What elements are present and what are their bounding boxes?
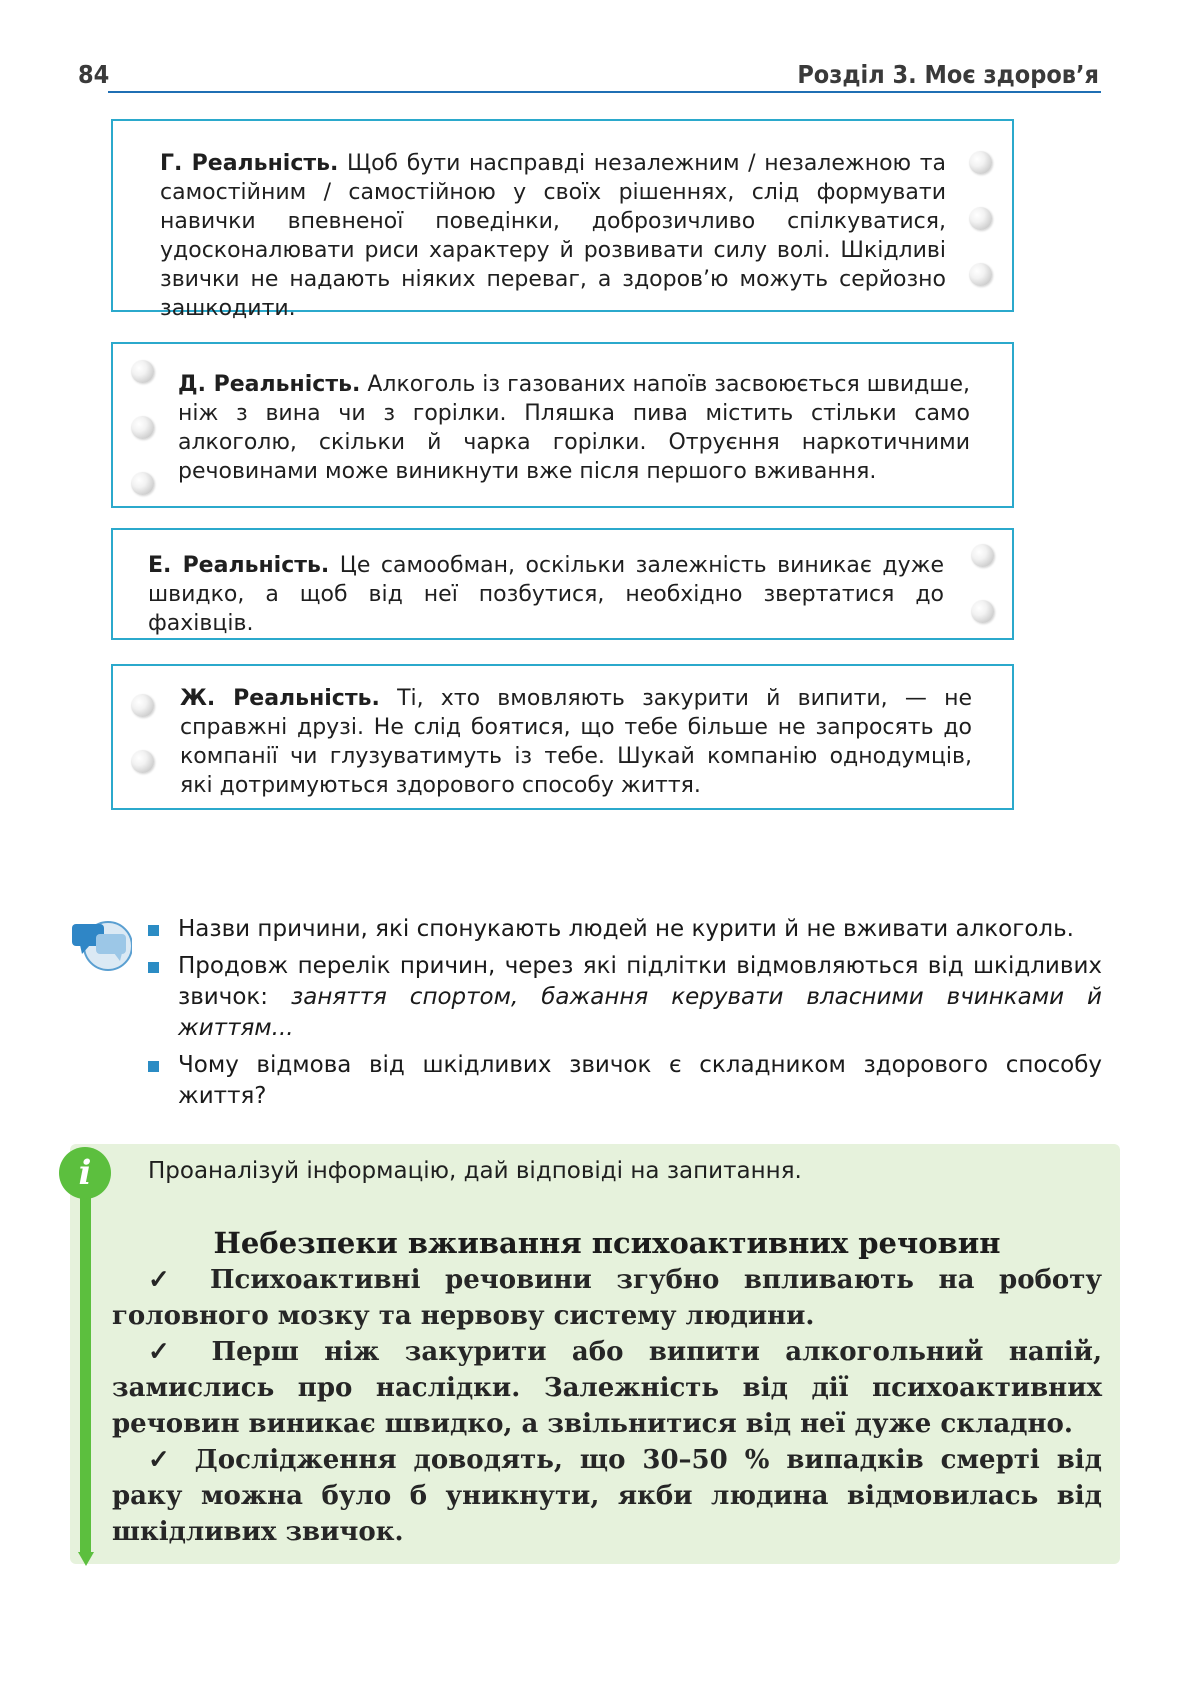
decorative-dot-icon (971, 544, 994, 567)
fact-label: Е. Реальність. (148, 553, 330, 578)
decorative-dot-icon (969, 263, 992, 286)
page-number: 84 (78, 60, 110, 89)
info-paragraph: ✓ Психоактивні речовини згубно впливають на роботу головного мозку та нервову систему людини. (112, 1265, 1102, 1331)
info-paragraph: ✓ Перш ніж закурити або випити алкогольний напій, замислись про наслідки. Залежність від дії психоактивних речовин виникає швидко, а звільнитися від неї дуже складно. (112, 1337, 1102, 1439)
question-text: Продовж перелік причин, через які підлітки відмовляються від шкідливих звичок: (178, 953, 1102, 1010)
speech-bubbles-icon (70, 918, 132, 974)
decorative-dot-icon (971, 600, 994, 623)
section-title: Розділ 3. Моє здоров’я (797, 60, 1099, 89)
fact-body: Ті, хто вмовляють закурити й випити, — не справжні друзі. Не слід боятися, що тебе більше не запросять до компанії чи глузуватимуть із тебе. Шукай компанію однодумців, які дотримуються здорового способу життя. (180, 686, 972, 798)
info-body (112, 1262, 1102, 1550)
fact-label: Г. Реальність. (160, 151, 339, 176)
decorative-dot-icon (969, 207, 992, 230)
list-item (148, 951, 1102, 1044)
fact-text (180, 684, 972, 800)
info-icon: i (59, 1147, 111, 1199)
decorative-dot-icon (131, 416, 154, 439)
fact-box-zh (111, 664, 1014, 810)
fact-body: Щоб бути насправді незалежним / незалежною та самостійним / самостійною у своїх рішеннях, слід формувати навички впевненої поведінки, доброзичливо спілкуватися, удосконалювати риси характеру й розвивати силу волі. Шкідливі звички не надають ніяких переваг, а здоров’ю можуть серйозно зашкодити. (160, 151, 946, 321)
fact-text (160, 149, 946, 323)
decorative-dot-icon (131, 360, 154, 383)
decorative-dot-icon (131, 472, 154, 495)
info-bar (80, 1176, 91, 1554)
fact-label: Ж. Реальність. (180, 686, 380, 711)
bullet-square-icon (148, 1061, 159, 1072)
question-list (148, 914, 1102, 1118)
fact-label: Д. Реальність. (178, 372, 361, 397)
decorative-dot-icon (131, 750, 154, 773)
fact-text (178, 370, 970, 486)
header-rule (108, 91, 1101, 93)
fact-box-d (111, 342, 1014, 508)
info-heading: Небезпеки вживання психоактивних речовин (213, 1226, 1001, 1260)
question-text: Назви причини, які спонукають людей не курити й не вживати алкоголь. (178, 916, 1074, 942)
decorative-dot-icon (131, 694, 154, 717)
list-item (148, 1050, 1102, 1112)
fact-body: Це самообман, оскільки залежність виникає дуже швидко, а щоб від неї позбутися, необхідно звертатися до фахівців. (148, 553, 944, 636)
fact-text (148, 551, 944, 638)
fact-box-g (111, 119, 1014, 321)
info-paragraph: ✓ Дослідження доводять, що 30–50 % випадків смерті від раку можна було б уникнути, якби людина відмовилась від шкідливих звичок. (112, 1445, 1102, 1547)
bullet-square-icon (148, 925, 159, 936)
decorative-dot-icon (969, 151, 992, 174)
list-item (148, 914, 1102, 945)
question-text: Чому відмова від шкідливих звичок є складником здорового способу життя? (178, 1052, 1102, 1109)
bullet-square-icon (148, 962, 159, 973)
info-bar-arrow-icon (78, 1552, 94, 1566)
info-intro: Проаналізуй інформацію, дай відповіді на запитання. (148, 1158, 802, 1184)
fact-body: Алкоголь із газованих напоїв засвоюється швидше, ніж з вина чи з горілки. Пляшка пива містить стільки само алкоголю, скільки й чарка горілки. Отруєння наркотичними речовинами може виникнути вже після першого вживання. (178, 372, 970, 484)
fact-box-e (111, 528, 1014, 640)
question-italic-text: заняття спортом, бажання керувати власними вчинками й життям... (178, 984, 1102, 1041)
